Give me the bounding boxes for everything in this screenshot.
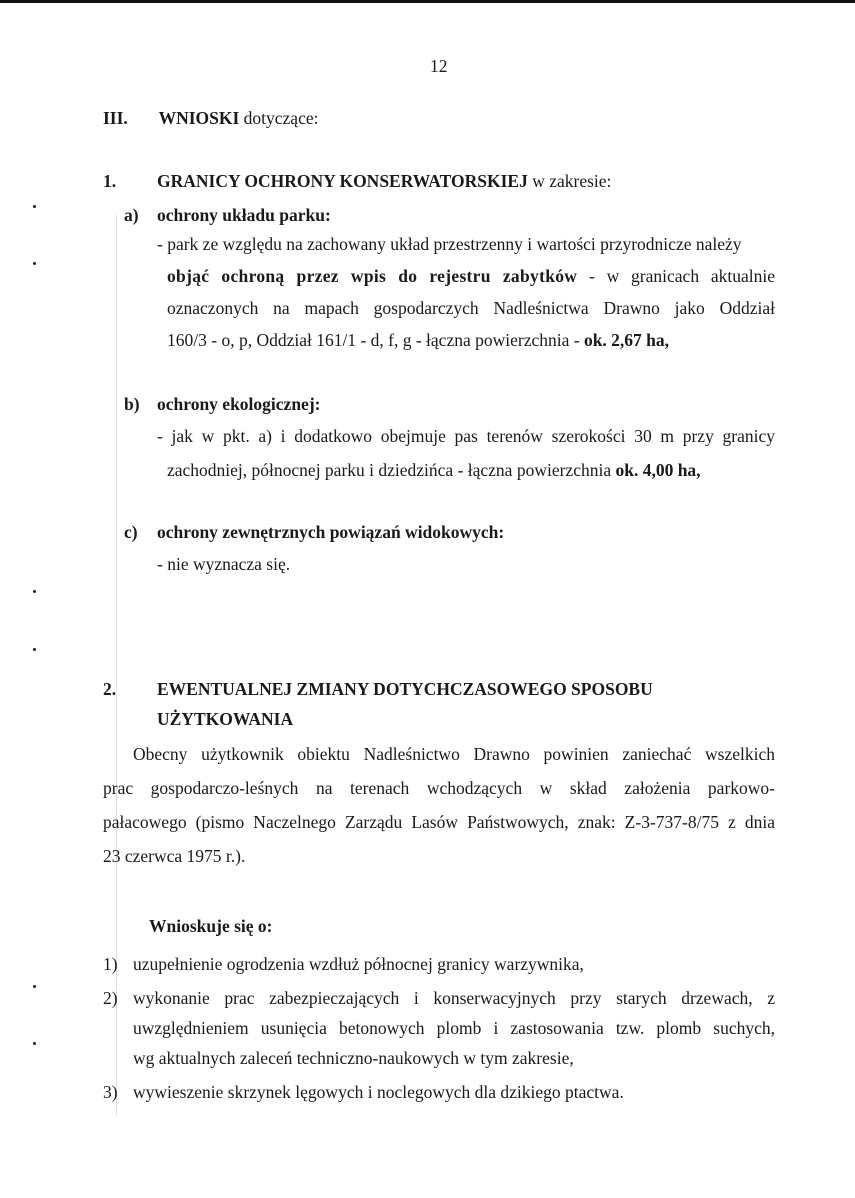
proposal-text: wg aktualnych zaleceń techniczno-naukowych w tym zakresie, [133,1048,574,1068]
proposal-text: wywieszenie skrzynek lęgowych i noclegowych dla dzikiego ptactwa. [133,1082,624,1102]
scan-top-border [0,0,855,3]
subitem-a-line-rest: - w granicach aktualnie [589,266,775,286]
proposal-text: uzupełnienie ogrodzenia wzdłuż północnej granicy warzywnika, [133,954,584,974]
section-number: III. [103,108,128,128]
item-2-title-line: EWENTUALNEJ ZMIANY DOTYCHCZASOWEGO SPOSOBU [157,679,653,699]
item-1-number: 1. [103,171,117,191]
item-2-title-line: UŻYTKOWANIA [157,709,294,729]
proposal-number: 1) [103,954,118,974]
binding-hole-mark [33,205,36,208]
subitem-b-area-text: zachodniej, północnej parku i dziedzińca - łączna powierzchnia [167,460,612,480]
binding-hole-mark [33,262,36,265]
section-title: WNIOSKI [158,108,240,128]
item-1-title: GRANICY OCHRONY KONSERWATORSKIEJ [157,171,528,191]
subitem-a-line: oznaczonych na mapach gospodarczych Nadleśnictwa Drawno jako Oddział [167,298,775,318]
item-2-paragraph-line: prac gospodarczo-leśnych na terenach wchodzących w skład założenia parkowo- [103,778,775,798]
scan-fold-line [116,215,117,1115]
subitem-c-line: - nie wyznacza się. [157,554,291,574]
proposal-number: 2) [103,988,118,1008]
item-1-title-suffix: w zakresie: [532,171,612,191]
item-2-paragraph-line: 23 czerwca 1975 r.). [103,846,246,866]
subitem-b-line: - jak w pkt. a) i dodatkowo obejmuje pas terenów szerokości 30 m przy granicy [157,426,775,446]
binding-hole-mark [33,648,36,651]
subitem-b-area-value: ok. 4,00 ha, [615,460,701,480]
subitem-a-line [167,265,775,287]
item-2-number: 2. [103,679,117,699]
binding-hole-mark [33,985,36,988]
item-1-heading [157,170,611,192]
binding-hole-mark [33,590,36,593]
proposal-number: 3) [103,1082,118,1102]
binding-hole-mark [33,1042,36,1045]
proposals-heading: Wnioskuje się o: [149,916,273,936]
proposal-text: uwzględnieniem usunięcia betonowych plomb i zastosowania tzw. plomb suchych, [133,1018,775,1038]
subitem-a-label: a) [124,205,139,225]
subitem-b-line [167,459,701,481]
subitem-a-title: ochrony układu parku: [157,205,331,225]
item-2-paragraph-line: pałacowego (pismo Naczelnego Zarządu Lasów Państwowych, znak: Z-3-737-8/75 z dnia [103,812,775,832]
subitem-c-label: c) [124,522,138,542]
subitem-b-label: b) [124,394,140,414]
subitem-a-line: - park ze względu na zachowany układ przestrzenny i wartości przyrodnicze należy [157,234,742,254]
subitem-a-area-text: 160/3 - o, p, Oddział 161/1 - d, f, g - łączna powierzchnia - [167,330,580,350]
page-number: 12 [430,56,448,76]
subitem-a-area-value: ok. 2,67 ha, [583,330,670,350]
subitem-a-emphasis: objąć ochroną przez wpis do rejestru zabytków [167,266,578,286]
section-title-suffix: dotyczące: [243,108,319,128]
section-heading [103,107,318,129]
subitem-b-title: ochrony ekologicznej: [157,394,321,414]
subitem-c-title: ochrony zewnętrznych powiązań widokowych: [157,522,505,542]
item-2-paragraph-line: Obecny użytkownik obiektu Nadleśnictwo Drawno powinien zaniechać wszelkich [133,744,775,764]
subitem-a-line [167,329,669,351]
proposal-text: wykonanie prac zabezpieczających i konserwacyjnych przy starych drzewach, z [133,988,775,1008]
